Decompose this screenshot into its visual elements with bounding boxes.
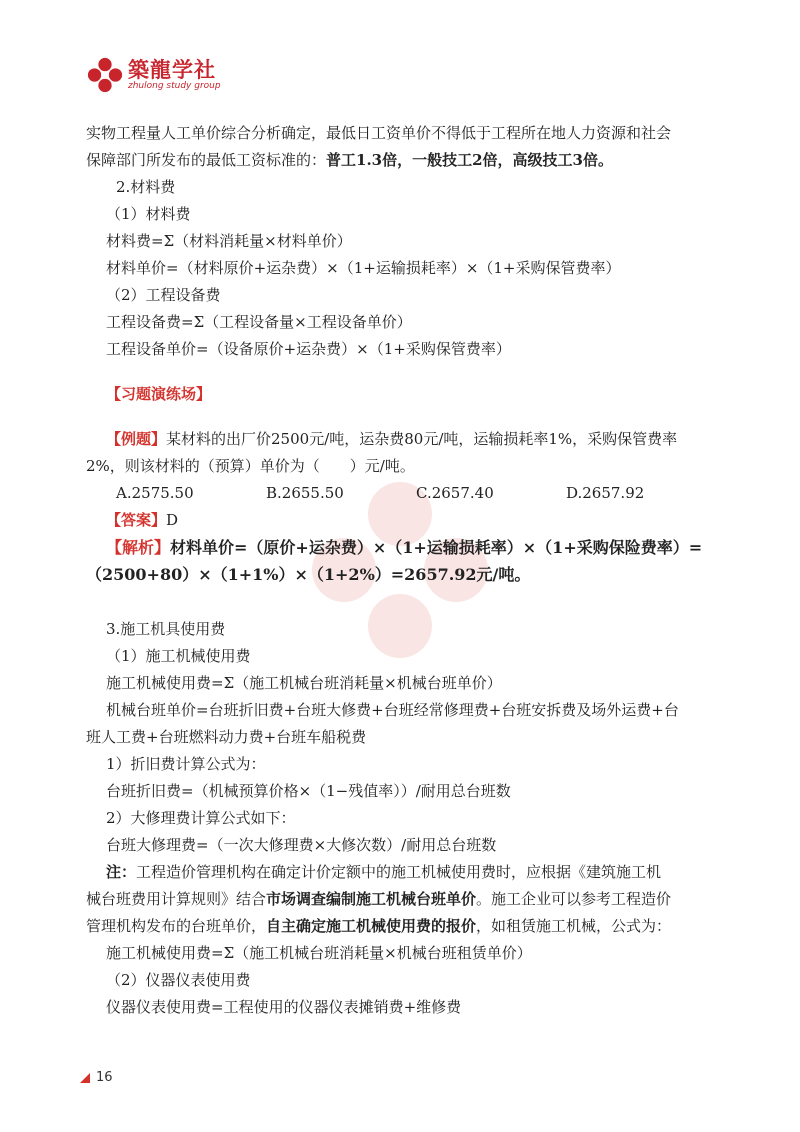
section-heading: 2.材料费 xyxy=(116,178,176,196)
paragraph-line: 实物工程量人工单价综合分析确定，最低日工资单价不得低于工程所在地人力资源和社会 xyxy=(86,124,672,142)
text: 工程造价管理机构在确定计价定额中的施工机械使用费时，应根据《建筑施工机 xyxy=(136,863,662,881)
spacer xyxy=(86,363,726,381)
formula: 仪器仪表使用费=工程使用的仪器仪表摊销费+维修费 xyxy=(106,998,462,1016)
text: 保障部门所发布的最低工资标准的： xyxy=(86,151,327,169)
subsection-heading: （1）施工机械使用费 xyxy=(106,647,251,665)
example-line xyxy=(86,426,726,453)
brand-logo xyxy=(86,56,221,94)
analysis-line xyxy=(86,534,726,561)
formula: 工程设备单价=（设备原价+运杂费）×（1+采购保管费率） xyxy=(106,340,511,358)
spacer xyxy=(86,588,726,616)
answer-value: D xyxy=(166,511,179,529)
logo-subtitle: zhulong study group xyxy=(128,81,221,91)
formula: 机械台班单价=台班折旧费+台班大修费+台班经常修理费+台班安拆费及场外运费+台 xyxy=(106,701,679,719)
option-d: D.2657.92 xyxy=(566,484,645,502)
page-number: 16 xyxy=(96,1070,113,1085)
formula: 工程设备费=Σ（工程设备量×工程设备单价） xyxy=(106,313,412,331)
subsection-heading: （2）工程设备费 xyxy=(106,286,221,304)
text: ，如租赁施工机械，公式为： xyxy=(476,917,672,935)
note-line xyxy=(86,886,726,913)
example-label: 【例题】 xyxy=(106,430,167,448)
page-body xyxy=(86,120,726,1021)
formula: 台班大修理费=（一次大修理费×大修次数）/耐用总台班数 xyxy=(106,836,497,854)
subsection-heading: 2）大修理费计算公式如下： xyxy=(106,809,296,827)
subsection-heading: 1）折旧费计算公式为： xyxy=(106,755,266,773)
note-label: 注： xyxy=(106,863,137,881)
analysis-line xyxy=(86,561,726,588)
section-heading: 3.施工机具使用费 xyxy=(106,620,226,638)
triangle-marker-icon xyxy=(80,1073,90,1083)
formula: 材料费=Σ（材料消耗量×材料单价） xyxy=(106,232,352,250)
logo-title: 築龍学社 xyxy=(128,58,216,82)
answer-label: 【答案】 xyxy=(106,511,167,529)
option-b: B.2655.50 xyxy=(266,484,344,502)
options-row xyxy=(86,480,726,507)
note-line xyxy=(86,859,726,886)
example-line: 2%，则该材料的（预算）单价为（ ）元/吨。 xyxy=(86,457,415,475)
paragraph-line xyxy=(86,147,726,174)
formula: 施工机械使用费=Σ（施工机械台班消耗量×机械台班单价） xyxy=(106,674,502,692)
practice-heading: 【习题演练场】 xyxy=(106,385,212,403)
subsection-heading: （1）材料费 xyxy=(106,205,191,223)
formula: 材料单价=（材料原价+运杂费）×（1+运输损耗率）×（1+采购保管费率） xyxy=(106,259,621,277)
option-a: A.2575.50 xyxy=(116,484,194,502)
bold-text: 自主确定施工机械使用费的报价 xyxy=(266,917,477,935)
note-line xyxy=(86,913,726,940)
bold-text: 材料单价=（原价+运杂费）×（1+运输损耗率）×（1+采购保险费率）= xyxy=(170,538,703,557)
analysis-label: 【解析】 xyxy=(106,538,171,557)
text: 。施工企业可以参考工程造价 xyxy=(476,890,672,908)
flower-logo-icon xyxy=(86,56,124,94)
page-footer xyxy=(80,1070,113,1085)
text: 管理机构发布的台班单价， xyxy=(86,917,267,935)
formula: 施工机械使用费=Σ（施工机械台班消耗量×机械台班租赁单价） xyxy=(106,944,532,962)
formula: 班人工费+台班燃料动力费+台班车船税费 xyxy=(86,728,367,746)
bold-text: 普工1.3倍，一般技工2倍，高级技工3倍。 xyxy=(326,151,613,169)
option-c: C.2657.40 xyxy=(416,484,494,502)
bold-text: 市场调查编制施工机械台班单价 xyxy=(266,890,477,908)
subsection-heading: （2）仪器仪表使用费 xyxy=(106,971,251,989)
spacer xyxy=(86,408,726,426)
answer-line xyxy=(86,507,726,534)
text: 某材料的出厂价2500元/吨，运杂费80元/吨，运输损耗率1%，采购保管费率 xyxy=(166,430,678,448)
formula: 台班折旧费=（机械预算价格×（1−残值率））/耐用总台班数 xyxy=(106,782,511,800)
text: 械台班费用计算规则》结合 xyxy=(86,890,267,908)
bold-text: （2500+80）×（1+1%）×（1+2%）=2657.92元/吨。 xyxy=(86,565,531,584)
